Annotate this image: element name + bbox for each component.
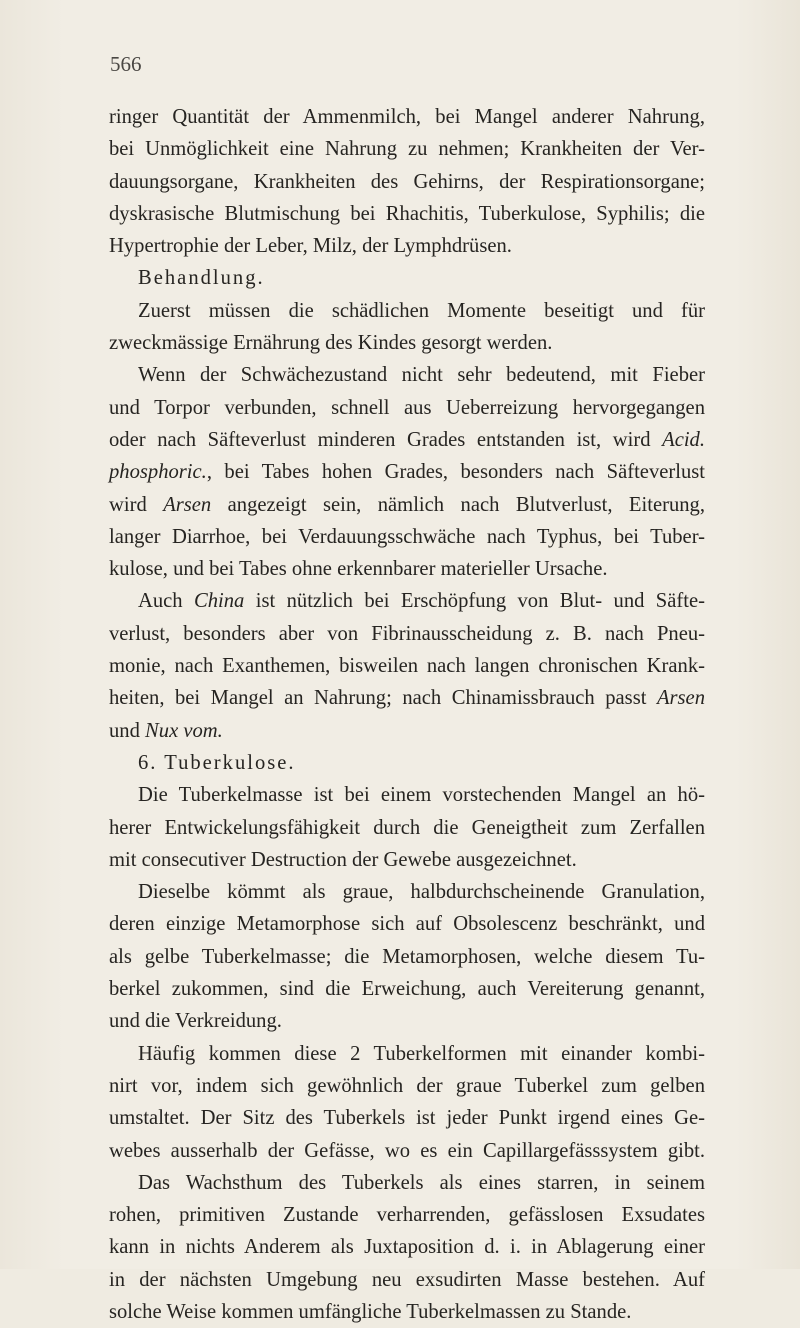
text-run: und	[109, 719, 146, 742]
text-line: Häufig kommen diese 2 Tuberkelformen mit einander kombi-	[138, 1042, 705, 1065]
section-heading-tuberkulose: 6. Tuberkulose.	[138, 751, 296, 774]
text-line: Zuerst müssen die schädlichen Momente beseitigt und für	[138, 299, 705, 322]
text-line: kann in nichts Anderem als Juxtaposition d. i. in Ablagerung einer	[109, 1236, 705, 1259]
remedy-name: Arsen	[656, 687, 705, 710]
text-line: berkel zukommen, sind die Erweichung, auch Vereiterung genannt,	[109, 978, 705, 1001]
text-line: und die Verkreidung.	[109, 1010, 282, 1033]
text-line: herer Entwickelungsfähigkeit durch die Geneigtheit zum Zerfallen	[109, 816, 705, 839]
section-heading-behandlung: Behandlung.	[138, 267, 265, 290]
text-run: ist nützlich bei Erschöpfung von Blut- und Säfte-	[244, 590, 705, 613]
text-line	[109, 715, 705, 747]
text-line: zweckmässige Ernährung des Kindes gesorgt werden.	[109, 332, 553, 355]
text-line: mit consecutiver Destruction der Gewebe ausgezeichnet.	[109, 848, 577, 871]
text-run: wird	[109, 493, 164, 516]
text-line: Wenn der Schwächezustand nicht sehr bedeutend, mit Fieber	[138, 364, 705, 387]
text-line: webes ausserhalb der Gefässe, wo es ein Capillargefässsystem gibt.	[109, 1139, 705, 1162]
text-run: angezeigt sein, nämlich nach Blutverlust, Eiterung,	[211, 493, 705, 516]
text-line	[109, 489, 705, 521]
text-line: verlust, besonders aber von Fibrinausscheidung z. B. nach Pneu-	[109, 622, 705, 645]
text-line: bei Unmöglichkeit eine Nahrung zu nehmen; Krankheiten der Ver-	[109, 138, 705, 161]
remedy-name: China	[194, 590, 245, 613]
remedy-name: Acid.	[662, 428, 705, 451]
text-line: rohen, primitiven Zustande verharrenden, gefässlosen Exsudates	[109, 1204, 705, 1227]
text-line	[109, 456, 705, 488]
text-line: kulose, und bei Tabes ohne erkennbarer materieller Ursache.	[109, 558, 608, 581]
text-run: , bei Tabes hohen Grades, besonders nach Säfteverlust	[206, 461, 705, 484]
text-line: und Torpor verbunden, schnell aus Ueberreizung hervorgegangen	[109, 396, 705, 419]
text-line	[109, 682, 705, 714]
text-line: umstaltet. Der Sitz des Tuberkels ist jeder Punkt irgend eines Ge-	[109, 1107, 705, 1130]
remedy-name: phosphoric.	[109, 461, 207, 484]
text-line: deren einzige Metamorphose sich auf Obsolescenz beschränkt, und	[109, 913, 705, 936]
text-line: Dieselbe kömmt als graue, halbdurchscheinende Granulation,	[138, 881, 705, 904]
text-line: in der nächsten Umgebung neu exsudirten Masse bestehen. Auf	[109, 1268, 705, 1291]
text-line: Die Tuberkelmasse ist bei einem vorstechenden Mangel an hö-	[138, 784, 705, 807]
page-number: 566	[110, 52, 142, 76]
remedy-name: Arsen	[163, 493, 212, 516]
text-line: solche Weise kommen umfängliche Tuberkelmassen zu Stande.	[109, 1300, 632, 1323]
text-line: als gelbe Tuberkelmasse; die Metamorphosen, welche diesem Tu-	[109, 945, 705, 968]
text-run: heiten, bei Mangel an Nahrung; nach Chinamissbrauch passt	[109, 687, 657, 710]
text-line: Das Wachsthum des Tuberkels als eines starren, in seinem	[138, 1171, 705, 1194]
text-line: nirt vor, indem sich gewöhnlich der graue Tuberkel zum gelben	[109, 1074, 705, 1097]
text-line: ringer Quantität der Ammenmilch, bei Mangel anderer Nahrung,	[109, 106, 705, 128]
text-run: Auch	[138, 590, 194, 613]
text-line: Hypertrophie der Leber, Milz, der Lymphdrüsen.	[109, 235, 512, 258]
text-line: dyskrasische Blutmischung bei Rhachitis, Tuberkulose, Syphilis; die	[109, 202, 705, 225]
text-line: langer Diarrhoe, bei Verdauungsschwäche nach Typhus, bei Tuber-	[109, 525, 705, 548]
text-line: monie, nach Exanthemen, bisweilen nach langen chronischen Krank-	[109, 655, 705, 678]
body-text	[109, 101, 705, 1328]
text-line	[109, 585, 705, 617]
text-line: dauungsorgane, Krankheiten des Gehirns, der Respirationsorgane;	[109, 170, 705, 193]
remedy-name: Nux vom.	[145, 719, 223, 742]
text-line	[109, 424, 705, 456]
text-run: oder nach Säfteverlust minderen Grades entstanden ist, wird	[109, 428, 663, 451]
